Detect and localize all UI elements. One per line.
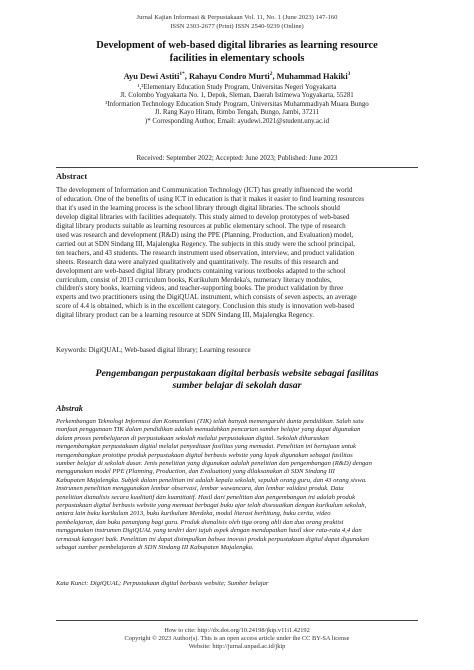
affiliation-line: ³Information Technology Education Study Program, Universitas Muhammadiyah Muara Bungo bbox=[105, 100, 369, 108]
author-1: Ayu Dewi Astiti bbox=[123, 72, 180, 81]
abstract-line: The development of Information and Communication Technology (ICT) has greatly influenced the world bbox=[56, 186, 353, 194]
author-2: Rahayu Condro Murti bbox=[188, 72, 270, 81]
journal-citation: Jurnal Kajian Informasi & Perpustakaan Vol. 11, No. 1 (June 2023) 147-160 bbox=[136, 14, 338, 21]
abstrak-line: pembelajaran, dan buku penunjang bagi guru. Produk dianalisis oleh tiga orang ahli dan dua orang praktisi bbox=[56, 518, 344, 526]
article-footer bbox=[0, 627, 474, 652]
abstract-line: that it's used in the learning process is the school library through digital libraries. The schools should bbox=[56, 203, 340, 212]
author-3: Muhammad Hakiki bbox=[276, 72, 348, 81]
title-line-1: Development of web-based digital libraries as learning resource bbox=[96, 40, 378, 51]
divider-bottom bbox=[56, 620, 418, 621]
abstract-heading: Abstract bbox=[56, 172, 88, 181]
abstract-line: digital library product can be a learning resource at SDN Sindang III, Majalengka Regency. bbox=[56, 311, 315, 320]
abstrak-line: sumber belajar di sekolah dasar. Jenis penelitian yang digunakan adalah penelitian dan pengembangan (R&D) dengan bbox=[56, 460, 372, 468]
copyright-license: Copyright © 2023 Author(s). This is an open access article under the CC BY-SA license bbox=[124, 635, 350, 643]
abstract-line: children's story books, learning videos, and teacher-supporting books. The product validation by three bbox=[56, 284, 344, 293]
abstrak-line: manfaat penggunaan TIK dalam pendidikan adalah memudahkan pencarian sumber belajar yang dapat digunakan bbox=[56, 426, 361, 434]
abstract-line: sheets. Research data were analyzed qualitatively and quantitatively. The results of this research and bbox=[56, 257, 339, 266]
corresponding-author: )* Corresponding Author, Email: ayudewi.2021@student.uny.ac.id bbox=[144, 117, 330, 125]
abstract-line: of education. One of the benefits of using ICT in education is that it makes it easier to find learning resources bbox=[56, 194, 365, 203]
abstrak-line: penelitian dianalisis secara kualitatif dan kuantitatif. Hasil dari penelitian dan pengembangan ini adalah produk bbox=[56, 493, 356, 501]
abstract-line: experts and two practitioners using the DigiQUAL instrument, which consists of seven aspects, an average bbox=[56, 293, 357, 302]
abstrak-line: menggunakan instrumen DigiQUAL yang terdiri dari tujuh aspek dengan mendapatkan hasil skor rata-rata 4,4 dan bbox=[56, 527, 362, 535]
abstrak-line: menggunakan model PPE (Planning, Production, dan Evaluation) yang dilaksanakan di SDN Sindang III bbox=[56, 468, 335, 476]
author-1-affil-mark: 1* bbox=[179, 71, 185, 78]
abstract-line: score of 4.4 is obtained, which is in the excellent category. Conclusion this study is innovation web-based bbox=[56, 302, 354, 311]
abstract-line: development are web-based digital library products containing various textbooks adapted to the school bbox=[56, 266, 346, 275]
journal-website[interactable]: Website: http://jurnal.unpad.ac.id/jkip bbox=[188, 643, 286, 651]
abstrak-line: Instrumen penelitian menggunakan lembar observasi, lembar wawancara, dan lembar validasi produk. Data bbox=[56, 485, 344, 493]
abstract-line: ten teachers, and 43 students. The research instrument used observation, interview, and product validation bbox=[56, 248, 355, 257]
abstract-line: curriculum, consist of 2013 curriculum books, Kurikulum Merdeka's, numeracy literacy modules, bbox=[56, 275, 332, 284]
affiliation-line: Jl. Colombo Yogyakarta No. 1, Depok, Sleman, Daerah Istimewa Yogyakarta, 55281 bbox=[120, 92, 354, 100]
author-3-affil-mark: 3 bbox=[347, 71, 351, 78]
abstrak-heading: Abstrak bbox=[56, 404, 83, 413]
abstract-line: carried out at SDN Sindang III, Majalengka Regency. The subjects in this study were the school principal, bbox=[56, 239, 356, 248]
abstrak-line: dalam proses pembelajaran di perpustakaan sekolah melalui perpustakaan digital. Sekolah diharuskan bbox=[56, 434, 329, 442]
affiliation-line: ¹,²Elementary Education Study Program, Universitas Negeri Yogyakarta bbox=[137, 84, 337, 91]
abstract-line: develop digital libraries with facilities adequately. This study aimed to develop prototypes of web-based bbox=[56, 212, 350, 221]
abstrak-line: sebagai sumber pembelajaran di SDN Sindang III Kabupaten Majalengka. bbox=[56, 544, 254, 552]
journal-header bbox=[0, 14, 474, 31]
divider-top bbox=[56, 167, 418, 168]
article-title bbox=[50, 40, 424, 65]
abstrak-line: Kabupaten Majalengka. Subjek dalam penelitian ini adalah kepala sekolah, sepuluh orang guru, dan 43 orang siswa. bbox=[56, 476, 367, 484]
abstrak-line: antara lain buku kurikulum 2013, buku kurikulum Merdeka, modul literasi berhitung, buku cerita, video bbox=[56, 510, 331, 518]
abstrak-line: perpustakaan digital berbasis website yang memuat berbagai buku ajar telah disesuaikan dengan kurikulum sekolah, bbox=[56, 502, 367, 510]
abstract-line: digital library products suitable as learning resources at public elementary school. The type of research bbox=[56, 221, 346, 230]
kata-kunci: Kata Kunci: DigiQUAL; Perpustakaan digital berbasis website; Sumber belajar bbox=[56, 580, 269, 587]
abstract-line: used was research and development (R&D) using the PPE (Planning, Production, and Evaluation) model, bbox=[56, 230, 354, 239]
title-line-2: facilities in elementary schools bbox=[169, 52, 305, 64]
how-to-cite[interactable]: How to cite: http://dx.doi.org/10.24198/jkip.v11i1.42192 bbox=[164, 627, 310, 634]
publication-dates: Received: September 2022; Accepted: June 2023; Published: June 2023 bbox=[136, 154, 338, 162]
abstrak-line: mengembangkan perpustakaan digital melalui penyediaan fasilitas yang memadai. Penelitian ini bertujuan untuk bbox=[56, 443, 356, 451]
journal-issn: ISSN 2303-2677 (Print) ISSN 2540-9239 (Online) bbox=[170, 22, 304, 30]
indonesian-title-line-1: Pengembangan perpustakaan digital berbasis website sebagai fasilitas bbox=[95, 368, 379, 379]
abstrak-line: mengembangkan prototipe produk perpustakaan digital berbasis website yang layak digunakan sebagai fasilitas bbox=[56, 451, 353, 459]
abstract-body bbox=[56, 186, 418, 320]
affiliations bbox=[40, 84, 434, 126]
author-separator: , bbox=[184, 72, 189, 81]
affiliation-line: Jl. Rang Kayo Hitam, Rimbo Tengah, Bungo, Jambi, 37211 bbox=[154, 109, 320, 117]
author-separator: , bbox=[272, 72, 277, 81]
abstrak-line: termasuk kategori baik. Penelitian ini dapat disimpulkan bahwa inovasi produk perpustakaan digital dapat digunakan bbox=[56, 535, 369, 543]
abstrak-body bbox=[56, 418, 418, 553]
keywords: Keywords: DigiQUAL; Web-based digital library; Learning resource bbox=[56, 346, 251, 354]
indonesian-title-line-2: sumber belajar di sekolah dasar bbox=[172, 379, 302, 391]
author-list bbox=[40, 72, 434, 82]
indonesian-title bbox=[56, 368, 418, 392]
author-2-affil-mark: 2 bbox=[269, 71, 273, 78]
abstrak-line: Perkembangan Teknologi Informasi dan Komunikasi (TIK) telah banyak memengaruhi dunia pendidikan. Salah satu bbox=[56, 418, 364, 425]
